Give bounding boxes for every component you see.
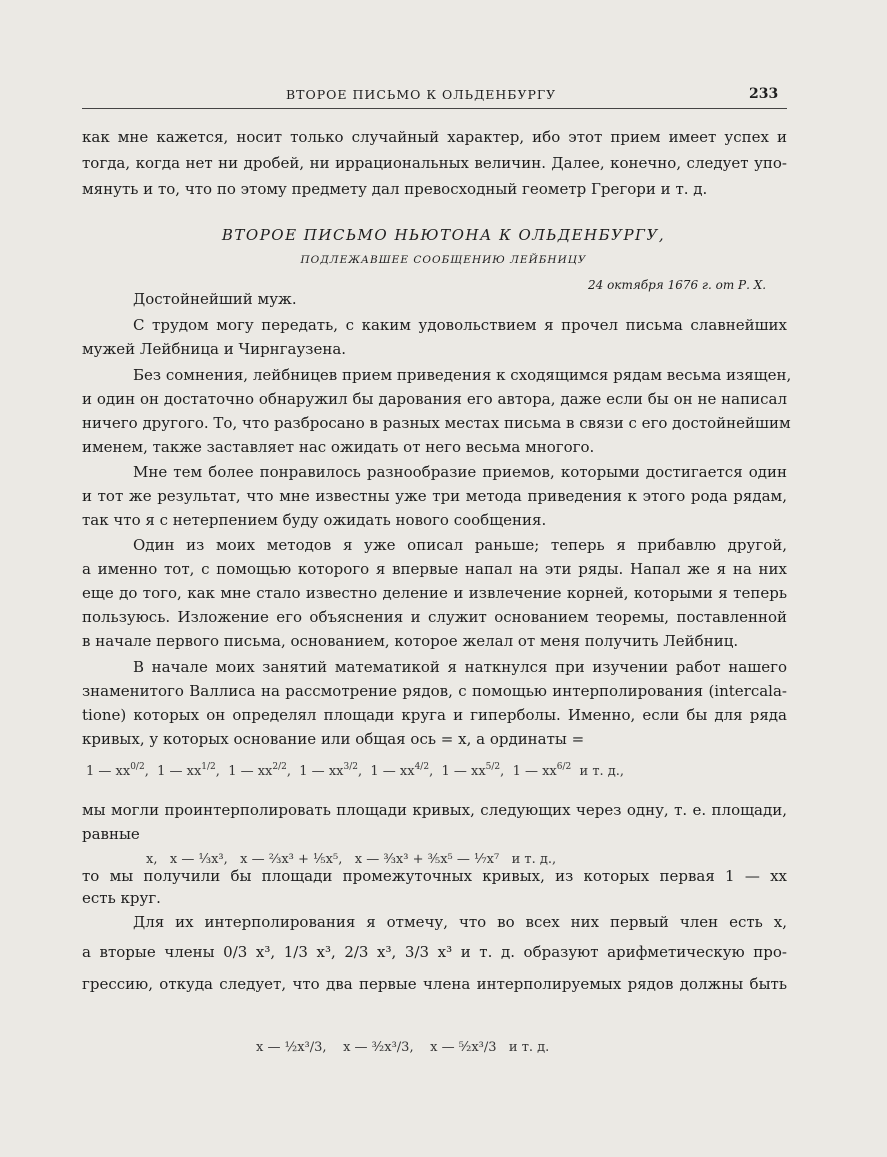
text-line: и тот же результат, что мне известны уже три метода приведения к этого рода рядам, xyxy=(82,487,787,505)
text-line: именем, также заставляет нас ожидать от него весьма многого. xyxy=(82,438,595,456)
letter-date: 24 октября 1676 г. от Р. Х. xyxy=(588,278,767,292)
series-term: 1 — $xx^{2/2}$ xyxy=(228,762,287,779)
series-term: 1 — $xx^{3/2}$ xyxy=(299,762,358,779)
text-line: Для их интерполирования я отмечу, что во всех них первый член есть x, xyxy=(133,913,787,931)
page-number: 233 xyxy=(749,86,779,102)
text-line: С трудом могу передать, с каким удовольствием я прочел письма славнейших xyxy=(133,316,787,334)
text-line: а именно тот, с помощью которого я впервые напал на эти ряды. Напал же я на них xyxy=(82,560,787,578)
text-line: В начале моих занятий математикой я наткнулся при изучении работ нашего xyxy=(133,658,787,676)
text-line: мянуть и то, что по этому предмету дал превосходный геометр Грегори и т. д. xyxy=(82,180,708,198)
text-line: пользуюсь. Изложение его объяснения и служит основанием теоремы, поставленной xyxy=(82,608,787,626)
text-line: грессию, откуда следует, что два первые члена интерполируемых рядов должны быть xyxy=(82,975,787,993)
areas-etc: и т. д., xyxy=(511,852,557,867)
area-term: x, xyxy=(146,852,158,867)
salutation: Достойнейший муж. xyxy=(133,290,297,308)
area-term: x — ⅔x³ + ⅕x⁵, xyxy=(240,852,343,867)
text-line: и один он достаточно обнаружил бы дарования его автора, даже если бы он не написал xyxy=(82,390,787,408)
text-line: мы могли проинтерполировать площади кривых, следующих через одну, т. е. площади, xyxy=(82,801,787,819)
text-line: как мне кажется, носит только случайный характер, ибо этот прием имеет успех и xyxy=(82,128,787,146)
areas-formula xyxy=(146,852,556,867)
text-line: есть круг. xyxy=(82,889,161,907)
text-line: тогда, когда нет ни дробей, ни иррациональных величин. Далее, конечно, следует упо- xyxy=(82,154,787,172)
text-line: а вторые члены 0/3 x³, 1/3 x³, 2/3 x³, 3/3 x³ и т. д. образуют арифметическую про- xyxy=(82,943,787,961)
final-etc: и т. д. xyxy=(508,1040,550,1055)
series-term: 1 — $xx^{1/2}$ xyxy=(157,762,216,779)
final-term: x — ³⁄₂x³/3, xyxy=(343,1040,414,1055)
text-line: в начале первого письма, основанием, которое желал от меня получить Лейбниц. xyxy=(82,632,739,650)
text-line: равные xyxy=(82,825,140,843)
text-line: так что я с нетерпением буду ожидать нового сообщения. xyxy=(82,511,547,529)
text-line: знаменитого Валлиса на рассмотрение рядов, с помощью интерполирования (intercala- xyxy=(82,682,787,700)
final-term: x — ½x³/3, xyxy=(256,1040,327,1055)
series-etc: и т. д., xyxy=(579,764,625,779)
text-line: то мы получили бы площади промежуточных кривых, из которых первая 1 — xx xyxy=(82,867,787,885)
area-term: x — ⅓x³, xyxy=(169,852,228,867)
area-term: x — ³⁄₃x³ + ³⁄₅x⁵ — ⅐x⁷ xyxy=(354,852,500,867)
final-term: x — ⁵⁄₂x³/3 xyxy=(430,1040,497,1055)
text-line: ничего другого. То, что разбросано в разных местах письма в связи с его достойнейшим xyxy=(82,414,791,432)
running-header: ВТОРОЕ ПИСЬМО К ОЛЬДЕНБУРГУ xyxy=(286,87,557,102)
letter-title: ВТОРОЕ ПИСЬМО НЬЮТОНА К ОЛЬДЕНБУРГУ, xyxy=(221,226,666,244)
text-line: Один из моих методов я уже описал раньше; теперь я прибавлю другой, xyxy=(133,536,787,554)
series-term: 1 — $xx^{5/2}$ xyxy=(441,762,501,779)
series-term: 1 — $xx^{4/2}$ xyxy=(370,762,430,779)
header-rule xyxy=(82,108,787,109)
text-line: мужей Лейбница и Чирнгаузена. xyxy=(82,340,347,358)
series-term: 1 — $xx^{0/2}$ xyxy=(86,762,145,779)
text-line: tione) которых он определял площади круга и гиперболы. Именно, если бы для ряда xyxy=(82,706,787,724)
text-line: кривых, у которых основание или общая ось = x, а ординаты = xyxy=(82,730,585,748)
final-formula xyxy=(256,1040,549,1055)
text-line: Мне тем более понравилось разнообразие приемов, которыми достигается один xyxy=(133,463,787,481)
letter-subtitle: ПОДЛЕЖАВШЕЕ СООБЩЕНИЮ ЛЕЙБНИЦУ xyxy=(300,254,587,266)
text-line: Без сомнения, лейбницев прием приведения к сходящимся рядам весьма изящен, xyxy=(133,366,792,384)
series-formula: 1 — $xx^{0/2}$, 1 — $xx^{1/2}$, 1 — $xx^{2/2}$, 1 — $xx^{3/2}$, 1 — $xx^{4/2}$, 1 — $xx^{5/2}$, 1 — $xx^{6/2}$ и т. д., xyxy=(86,762,625,779)
text-line: еще до того, как мне стало известно деление и извлечение корней, которыми я теперь xyxy=(82,584,787,602)
series-term: 1 — $xx^{6/2}$ xyxy=(512,762,572,779)
